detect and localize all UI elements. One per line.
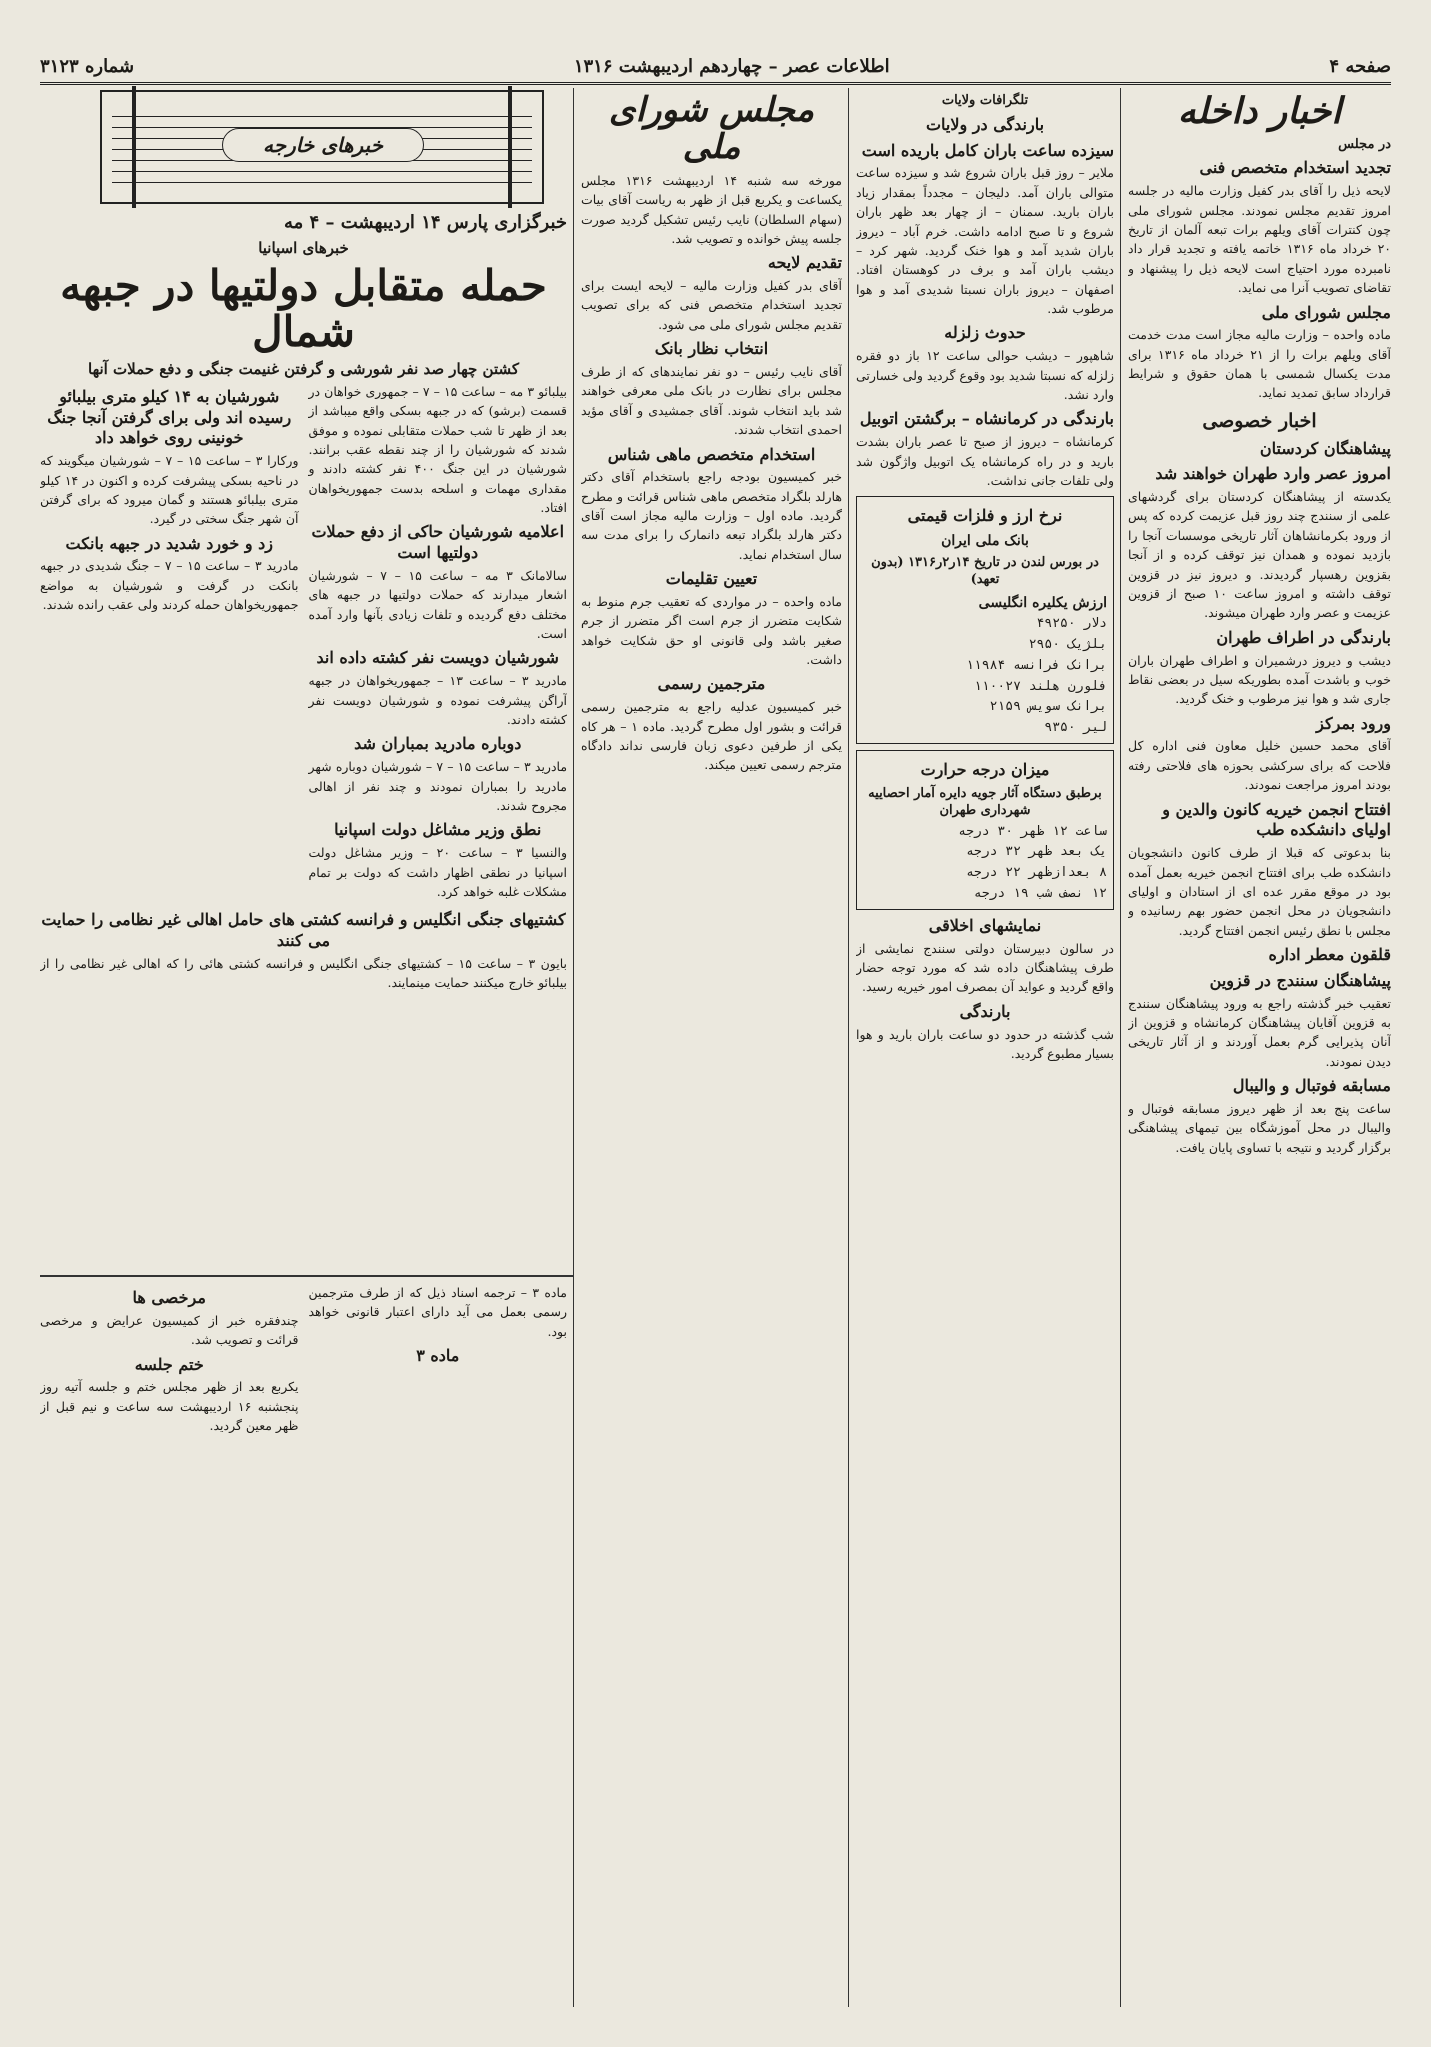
foreign-news-subcolumns [40,382,567,905]
article-subheadline: سیزده ساعت باران کامل باریده است [861,140,1114,160]
subcolumn-right [309,1283,568,1439]
article-headline: ماده ۳ [416,1346,460,1366]
article-subheadline: مجلس شورای ملی [1261,302,1391,322]
article-body: خبر کمیسیون عدلیه راجع به مترجمین رسمی قرائت و بشور اول مطرح گردید. ماده ۱ – هر کاه یکی از طرفین دعوی زبان فارسی نداند دادگاه مترجم رسمی تعیین میکند. [581,699,842,773]
page-number: صفحه ۴ [1329,55,1391,77]
section-label: تلگرافات ولایات [941,93,1029,108]
article-headline: بارندگی در کرمانشاه – برگشتن اتوبیل [859,409,1114,429]
article-headline: پیشاهنگان سنندج در قزوین [1209,970,1391,990]
article-body: بایون ۳ – ساعت ۱۵ – کشتیهای جنگی انگلیس و فرانسه کشتی هائی را که اهالی غیر نظامی را از بیلبائو خارج میکنند حمایت مینمایند. [40,955,567,991]
domestic-news-title: اخبار داخله [1177,90,1342,132]
article-headline: استخدام متخصص ماهی شناس [607,444,816,464]
masthead [40,50,1391,85]
article-body: مادرید ۳ – ساعت ۱۳ – جمهوریخواهان در جبهه آراگن پیشرفت نموده و شورشیان دویست نفر کشته دادند. [308,673,567,728]
article-headline: بارندگی در ولایات [925,114,1045,134]
article-headline: تجدید استخدام متخصص فنی [1199,158,1391,178]
article-body: سالامانک ۳ مه – ساعت ۱۵ – ۷ – شورشیان اشعار میدارند که حملات دولتیها در جبهه های مختلف دفع گردیده و تلفات زیادی بآنها وارد آمده است. [308,567,567,642]
section-label: خبرهای اسپانیا [258,239,349,258]
article-body: تعقیب خبر گذشته راجع به ورود پیشاهنگان سنندج به قزوین آقایان پیشاهنگان کرمانشاه و قزوین از آنان پذیرایی گرم بعمل آوردند و از آثار تاریخی دیدن نمودند. [1128,995,1391,1069]
article-body: مادرید ۳ – ساعت ۱۵ – ۷ – شورشیان دوباره شهر مادرید را بمباران نمودند و چند نفر از اهالی مجروح شدند. [308,759,567,813]
article-body: ساعت پنج بعد از ظهر دیروز مسابقه فوتبال و والیبال در محل آموزشگاه بین تیمهای پیشاهنگی برگزار گردید و نتیجه با تساوی پایان یافت. [1128,1100,1391,1155]
article-headline: افتتاح انجمن خیریه کانون والدین و اولیای دانشکده طب [1162,799,1391,840]
column-rule [573,88,574,2007]
article-headline: مرخصی ها [132,1288,206,1307]
telegrams-column [856,88,1114,2007]
article-headline: مسابقه فوتبال و والیبال [1232,1076,1391,1096]
temperature-row: ۱۲ نصف شب ۱۹ درجه [973,886,1107,902]
article-body: ماده واحده – در مواردی که تعقیب جرم منوط به شکایت متضرر از جرم است اگر متضرر از جرم صغیر باشد ولی قانونی او حق شکایت خواهد داشت. [581,593,842,668]
rate-row: دلار ۴۹۲۵۰ [1036,616,1107,632]
article-headline: شورشیان به ۱۴ کیلو متری بیلبائو رسیده اند ولی برای گرفتن آنجا جنگ خونینی روی خواهد داد [47,386,292,448]
rate-row: برانک فرانسه ۱۱۹۸۴ [966,657,1107,673]
article-body: در سالون دبیرستان دولتی سنندج نمایشی از طرف پیشاهنگان داده شد که مورد توجه حضار واقع گردید و عواید آن بمصرف امور خیریه رسید. [856,940,1114,995]
article-headline: انتخاب نظار بانک [654,339,769,359]
paper-name-date: اطلاعات عصر – چهاردهم اردیبهشت ۱۳۱۶ [573,55,890,77]
article-headline: قلقون معطر اداره [1268,945,1391,965]
article-body: آقای محمد حسین خلیل معاون فنی اداره کل فلاحت که برای سرکشی بحوزه های فلاحتی رفته بودند امروز مراجعت نمودند. [1128,738,1391,793]
article-body: مادرید ۳ – ساعت ۱۵ – ۷ – جنگ شدیدی در جبهه بانکت در گرفت و شورشیان به مواضع جمهوریخواهان حمله کردند ولی عقب رانده شدند. [40,558,299,613]
rate-row: برانک سویس ۲۱۵۹ [989,699,1107,715]
temperature-row: ۸ بعدازظهر ۲۲ درجه [966,865,1107,881]
article-body: یکدسته از پیشاهنگان کردستان برای گردشهای علمی از سنندج چند روز قبل عزیمت کرده که پس از ورود بکرمانشاهان آثار تاریخی موسسات آنجا را بازدید نموده و همدان نیز توقف کرده و از آنجا بقزوین رهسپار گردیدند. و دیروز نیز در قزوین توقف داشته و امروز ساعت ۱۰ صبح از قزوین عزیمت و عصر وارد طهران میشوند. [1128,489,1391,621]
temperature-source: برطبق دستگاه آثار جویه دایره آمار احصاییه شهرداری طهران [868,785,1102,818]
article-body: آقای نایب رئیس – دو نفر نمایندهای که از طرف مجلس برای نظارت در بانک ملی معرفی خواهند شد باید انتخاب شوند. آقای جمشیدی و آقای مؤید احمدی انتخاب شدند. [581,364,842,438]
article-headline: شورشیان دویست نفر کشته داده اند [316,648,559,668]
section-headline: اخبار خصوصی [1202,409,1317,432]
article-body: شب گذشته در حدود دو ساعت باران بارید و هوا بسیار مطبوع گردید. [856,1026,1114,1061]
article-headline: تعیین تقلیمات [665,569,758,589]
parliament-continuation [40,1283,567,2007]
issue-number: شماره ۳۱۲۳ [40,55,135,77]
parliament-column [581,88,842,2007]
temperature-box [856,750,1114,910]
article-body: ملایر – روز قبل باران شروع شد و سیزده ساعت متوالی باران آمد. دلیجان – مجدداً بمقدار زیاد باران بارید. سمنان – از چهار بعد ظهر باران شروع و تا صبح ادامه داشت. خرم آباد – دیروز باران شدید آمد و هوا خنک گردید. شهر کرد – دیشب باران آمد و برف در کوهستان افتاد. اصفهان – دیروز باران نسبتا شدیدی آمد و هوا مرطوب شد. [856,165,1114,317]
bank-name: بانک ملی ایران [941,533,1029,550]
article-headline: بارندگی در اطراف طهران [1216,627,1391,647]
article-headline: اعلامیه شورشیان حاکی از دفع حملات دولتیها است [311,522,565,563]
article-body: مورخه سه شنبه ۱۴ اردیبهشت ۱۳۱۶ مجلس یکساعت و یکربع قبل از ظهر به ریاست آقای بیات (سهام السلطان) نایب رئیس تشکیل گردید صورت جلسه پیش خوانده و تصویب شد. [581,172,842,246]
article-headline: نمایشهای اخلاقی [928,915,1042,935]
article-subheadline: امروز عصر وارد طهران خواهند شد [1155,464,1391,484]
article-headline: حدوث زلزله [944,323,1026,343]
news-agency-dateline: خبرگزاری پارس ۱۴ اردیبهشت – ۴ مه [283,212,567,233]
temperature-row: ساعت ۱۲ ظهر ۳۰ درجه [958,823,1107,839]
article-headline: پیشاهنگان کردستان [1259,438,1391,458]
article-body: والنسیا ۳ – ساعت ۲۰ – وزیر مشاغل دولت اسپانیا در نطقی اظهار داشت که دولت بر تمام مشکلات غلبه خواهد کرد. [308,845,567,899]
article-body: کرمانشاه – دیروز از صبح تا عصر باران بشدت بارید و در راه کرمانشاه یک اتوبیل واژگون شد ولی تلفات جانی نداشت. [856,434,1114,488]
domestic-news-column [1128,88,1391,2007]
article-headline: بارندگی [959,1001,1011,1021]
article-body: بیلبائو ۳ مه – ساعت ۱۵ – ۷ – جمهوری خواهان در قسمت (برشو) که در جبهه بسکی واقع میباشد از بعد از ظهر تا شب حملات متقابلی نموده و موفق شدند که شورشیان را از چند نقطه عقب برانند. شورشیان در این جنگ ۴۰۰ نفر کشته دادند و مقداری مهمات و اسلحه بدست جمهوریخواهان افتاد. [308,383,567,516]
article-body: دیشب و دیروز درشمیران و اطراف طهران باران خوب و باشدت آمده بطوریکه سیل در بعضی نقاط جاری شد و هوا نیز مرطوب و خنک گردید. [1128,652,1391,707]
section-rule [40,1275,573,1277]
article-body: ماده ۳ – ترجمه اسناد ذیل که از طرف مترجمین رسمی بعمل می آید دارای اعتبار قانونی خواهد بود. [308,1285,567,1339]
rate-row: بلژیک ۲۹۵۰ [1028,637,1107,653]
article-body: لایحه ذیل را آقای بدر کفیل وزارت مالیه در جلسه امروز تقدیم مجلس نمودند. مجلس شورای ملی چون کنترات آقای ویلهم برات تبعه آلمان از تاریخ ۲۰ خرداد ماه ۱۳۱۶ خاتمه یافته و تجدید قرار داد نامبرده مورد احتیاج است لایحه ذیل را پیشنهاد و تقاضای تصویب آنرا می نماید. [1128,183,1391,296]
continuation-subcolumns [40,1283,567,1439]
section-label: در مجلس [1338,136,1391,152]
article-headline: دوباره مادرید بمباران شد [354,734,522,754]
article-headline: تقدیم لایحه [767,253,842,273]
article-body: بنا بدعوتی که قبلا از طرف کانون دانشجویان دانشکده طب برای افتتاح انجمن خیریه بعمل آمده بود در موقع مقرر عده ای از استادان و اولیای دانشجویان در محل انجمن حضور بهم رسانیده و مجلس با نطق رئیس انجمن افتتاح گردید. [1128,845,1391,938]
subcolumn-left [40,1283,299,1439]
main-subheadline: کشتن چهار صد نفر شورشی و گرفتن غنیمت جنگی و دفع حملات آنها [88,360,519,379]
subcolumn-left [40,382,299,905]
foreign-news-banner [100,90,544,204]
subcolumn-right [309,382,568,905]
banner-label: خبرهای خارجه [222,128,424,162]
column-rule [1120,88,1121,2007]
rates-subheadline: ارزش یکلیره انگلیسی [978,595,1107,612]
article-body: ماده واحده – وزارت مالیه مجاز است مدت خدمت آقای ویلهم برات را از ۲۱ خرداد ماه ۱۳۱۶ برای مدت یکسال شمسی با همان حقوق و شرایط قرارداد سابق تمدید نماید. [1128,327,1391,401]
article-body: خبر کمیسیون بودجه راجع باستخدام آقای دکتر هارلد بلگراد متخصص ماهی شناس قرائت و مطرح گردید. ماده اول – وزارت مالیه مجاز است آقای دکتر هارلد بلگراد تبعه دانمارک را برای مدت سه سال استخدام نماید. [581,469,842,562]
article-headline: کشتیهای جنگی انگلیس و فرانسه کشتی های حامل اهالی غیر نظامی را حمایت می کنند [41,910,566,951]
temperature-headline: میزان درجه حرارت [920,760,1050,780]
article-headline: ورود بمرکز [1316,713,1391,733]
temperature-list [863,822,1107,905]
rates-date: در بورس لندن در تاریخ ۱۴ر۲ر۱۳۱۶ (بدون تعهد) [871,555,1099,588]
temperature-row: یک بعد ظهر ۳۲ درجه [966,844,1107,860]
article-headline: نطق وزیر مشاغل دولت اسپانیا [334,820,542,840]
column-rule [848,88,849,2007]
rate-row: لیر ۹۳۵۰ [1044,720,1107,736]
article-body: شاهپور – دیشب حوالی ساعت ۱۲ باز دو فقره زلزله که نسبتا شدید بود وقوع گردید ولی خسارتی وارد نشد. [856,348,1114,403]
parliament-title: مجلس شورای ملی [608,90,815,168]
main-headline: حمله متقابل دولتیها در جبهه شمال [60,260,547,357]
rates-headline: نرخ ارز و فلزات قیمتی [907,506,1063,526]
exchange-rates-box [856,496,1114,744]
article-body: یکربع بعد از ظهر مجلس ختم و جلسه آتیه روز پنجشنبه ۱۶ اردیبهشت سه ساعت و نیم قبل از ظهر معین گردید. [40,1379,299,1434]
rates-list [863,614,1107,739]
article-body: ورکارا ۳ – ساعت ۱۵ – ۷ – شورشیان میگویند که در ناحیه بسکی پیشرفت کرده و اکنون در ۱۴ کیلو متری بیلبائو هستند و گمان میرود که برای گرفتن آن شهر جنگ سختی در گیرد. [40,453,299,527]
foreign-news-column [40,206,567,1272]
article-headline: ختم جلسه [134,1354,204,1374]
article-headline: مترجمین رسمی [657,674,766,694]
article-body: چندفقره خبر از کمیسیون عرایض و مرخصی قرائت و تصویب شد. [40,1312,299,1348]
article-headline: زد و خورد شدید در جبهه بانکت [65,533,273,553]
rate-row: فلورن هلند ۱۱۰۰۲۷ [973,678,1107,694]
article-body: آقای بدر کفیل وزارت مالیه – لایحه ایست برای تجدید استخدام متخصص فنی که برای تصویب تقدیم مجلس شورای ملی می شود. [581,278,842,332]
